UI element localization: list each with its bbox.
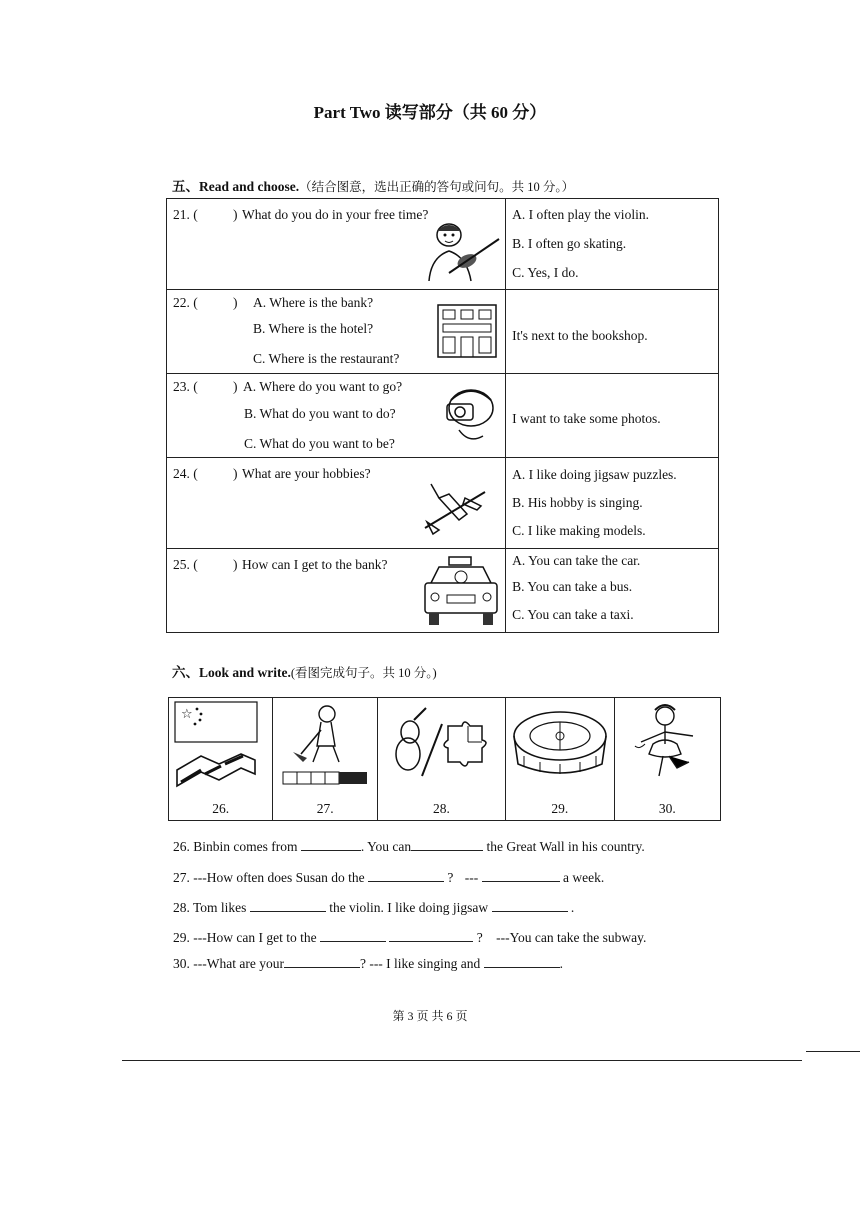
violin-player-icon bbox=[419, 221, 505, 287]
item-24-question: What are your hobbies? bbox=[242, 466, 371, 481]
sentence-27-part-b: ? bbox=[447, 870, 454, 885]
section5-label: 五、 bbox=[172, 179, 199, 194]
item-21-number: 21. ( bbox=[173, 207, 198, 222]
item-24-row bbox=[167, 458, 719, 549]
picture-27-cell bbox=[273, 698, 377, 821]
picture-26-label: 26. bbox=[212, 801, 230, 816]
picture-26-cell bbox=[169, 698, 273, 821]
model-plane-icon bbox=[419, 478, 491, 540]
item-25-question: How can I get to the bank? bbox=[242, 557, 388, 572]
read-and-choose-table bbox=[166, 198, 719, 633]
sentence-26-part-a: 26. Binbin comes from bbox=[173, 839, 298, 854]
item-21-option-a: A. I often play the violin. bbox=[512, 207, 649, 222]
picture-28-label: 28. bbox=[433, 801, 450, 816]
bottom-rule-edge bbox=[806, 1051, 860, 1052]
sentence-28-part-b: the violin. I like doing jigsaw bbox=[329, 900, 489, 915]
item-22-choice-a: A. Where is the bank? bbox=[253, 295, 374, 310]
item-22-choice-b: B. Where is the hotel? bbox=[253, 321, 374, 336]
sentence-30-part-a: 30. ---What are your bbox=[173, 956, 284, 971]
item-25-option-c: C. You can take a taxi. bbox=[512, 607, 634, 622]
sentence-29-part-c: ---You can take the subway. bbox=[496, 930, 647, 945]
picture-30-cell bbox=[614, 698, 720, 821]
dancing-girl-icon bbox=[619, 702, 717, 790]
item-21-row bbox=[167, 199, 719, 290]
answer-blank-28a[interactable] bbox=[250, 899, 326, 912]
sentence-27-part-c: --- bbox=[464, 870, 479, 885]
item-22-row bbox=[167, 290, 719, 374]
item-25-question-cell bbox=[167, 549, 506, 633]
sentence-26-part-b: . You can bbox=[360, 839, 412, 854]
item-22-question-cell bbox=[167, 290, 506, 374]
building-icon bbox=[435, 302, 499, 360]
sentence-26-part-c: the Great Wall in his country. bbox=[486, 839, 645, 854]
item-23-choice-c: C. What do you want to be? bbox=[244, 436, 395, 451]
item-25-options-cell bbox=[506, 549, 719, 633]
section5-note: （结合图意，选出正确的答句或问句。共 10 分。） bbox=[299, 180, 575, 194]
section5-title: Read and choose. bbox=[199, 179, 300, 194]
stadium-icon bbox=[510, 704, 610, 784]
sentence-28 bbox=[173, 899, 574, 916]
item-24-option-a: A. I like doing jigsaw puzzles. bbox=[512, 467, 677, 482]
item-21-options-cell bbox=[506, 199, 719, 290]
item-25-option-a: A. You can take the car. bbox=[512, 553, 641, 568]
item-22-answer-cell bbox=[506, 290, 719, 374]
page-number: 第 3 页 共 6 页 bbox=[392, 1009, 468, 1023]
sentence-30 bbox=[173, 955, 563, 972]
item-21-question: What do you do in your free time? bbox=[242, 207, 429, 222]
item-24-question-cell bbox=[167, 458, 506, 549]
section5-heading bbox=[172, 175, 574, 195]
camera-child-icon bbox=[439, 386, 499, 448]
look-and-write-pictures bbox=[168, 697, 721, 821]
item-24-close-paren: ) bbox=[233, 466, 238, 481]
picture-29-cell bbox=[506, 698, 614, 821]
china-flag-great-wall-icon bbox=[171, 700, 269, 796]
item-22-answer: It's next to the bookshop. bbox=[512, 328, 648, 343]
item-23-row bbox=[167, 374, 719, 458]
violin-puzzle-icon bbox=[386, 706, 500, 780]
sentence-27-part-d: a week. bbox=[562, 870, 605, 885]
sentence-29-part-b: ? bbox=[476, 930, 483, 945]
sentence-30-part-b: ? --- I like singing and bbox=[359, 956, 481, 971]
item-21-question-cell bbox=[167, 199, 506, 290]
answer-blank-27b[interactable] bbox=[482, 869, 560, 882]
picture-30-label: 30. bbox=[658, 801, 676, 816]
item-23-answer: I want to take some photos. bbox=[512, 411, 661, 426]
picture-28-cell bbox=[377, 698, 505, 821]
sentence-29-part-a: 29. ---How can I get to the bbox=[173, 930, 317, 945]
answer-blank-26a[interactable] bbox=[301, 838, 361, 851]
item-22-close-paren: ) bbox=[233, 295, 238, 310]
picture-27-label: 27. bbox=[316, 801, 334, 816]
item-21-option-c: C. Yes, I do. bbox=[512, 265, 579, 280]
item-25-close-paren: ) bbox=[233, 557, 238, 572]
item-24-option-c: C. I like making models. bbox=[512, 523, 646, 538]
sweeping-girl-icon bbox=[277, 702, 373, 788]
answer-blank-28b[interactable] bbox=[492, 899, 568, 912]
answer-blank-30a[interactable] bbox=[284, 955, 360, 968]
sentence-27 bbox=[173, 869, 604, 886]
answer-blank-29b[interactable] bbox=[389, 929, 473, 942]
item-23-question-cell bbox=[167, 374, 506, 458]
sentence-30-part-c: . bbox=[559, 956, 564, 971]
item-23-close-paren: ) bbox=[233, 379, 238, 394]
answer-blank-29a[interactable] bbox=[320, 929, 386, 942]
item-22-number: 22. ( bbox=[173, 295, 198, 310]
page-title: Part Two 读写部分（共 60 分） bbox=[313, 103, 547, 122]
section6-label: 六、 bbox=[172, 665, 199, 680]
item-22-choice-c: C. Where is the restaurant? bbox=[253, 351, 400, 366]
svg-text:☆: ☆ bbox=[181, 707, 193, 722]
item-23-answer-cell bbox=[506, 374, 719, 458]
item-23-choice-a: A. Where do you want to go? bbox=[243, 379, 403, 394]
sentence-27-part-a: 27. ---How often does Susan do the bbox=[173, 870, 365, 885]
item-25-row bbox=[167, 549, 719, 633]
item-24-number: 24. ( bbox=[173, 466, 198, 481]
taxi-icon bbox=[421, 555, 501, 629]
sentence-28-part-c: . bbox=[570, 900, 575, 915]
picture-29-label: 29. bbox=[551, 801, 569, 816]
item-24-option-b: B. His hobby is singing. bbox=[512, 495, 643, 510]
item-21-close-paren: ) bbox=[233, 207, 238, 222]
item-21-option-b: B. I often go skating. bbox=[512, 236, 627, 251]
section6-note: (看图完成句子。共 10 分。) bbox=[290, 666, 437, 680]
sentence-29 bbox=[173, 929, 646, 946]
sentence-26 bbox=[173, 838, 645, 855]
answer-blank-27a[interactable] bbox=[368, 869, 444, 882]
item-25-option-b: B. You can take a bus. bbox=[512, 579, 633, 594]
bottom-rule bbox=[122, 1060, 802, 1061]
section6-heading bbox=[172, 661, 437, 681]
item-23-choice-b: B. What do you want to do? bbox=[244, 406, 396, 421]
item-23-number: 23. ( bbox=[173, 379, 198, 394]
answer-blank-30b[interactable] bbox=[484, 955, 560, 968]
section6-title: Look and write. bbox=[199, 665, 291, 680]
item-25-number: 25. ( bbox=[173, 557, 198, 572]
item-24-options-cell bbox=[506, 458, 719, 549]
answer-blank-26b[interactable] bbox=[411, 838, 483, 851]
sentence-28-part-a: 28. Tom likes bbox=[173, 900, 247, 915]
